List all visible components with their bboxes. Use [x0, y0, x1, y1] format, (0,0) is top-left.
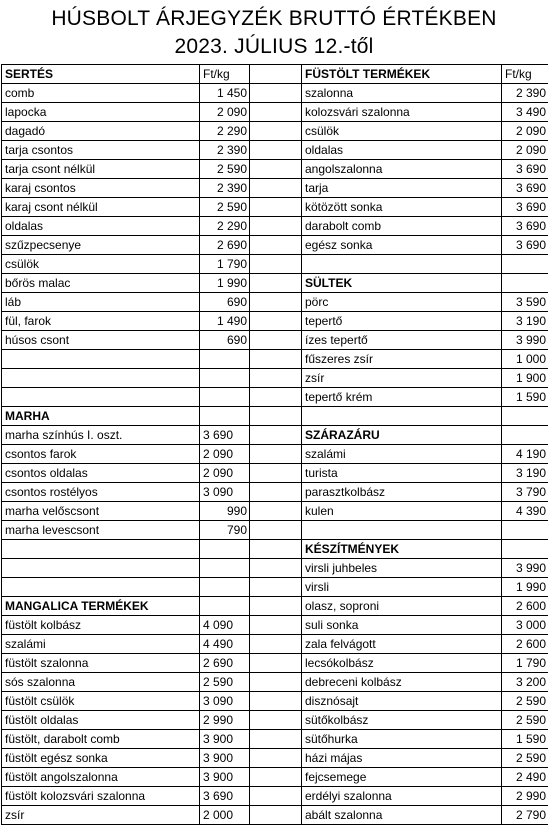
price-cell: 2 000: [200, 806, 250, 825]
spacer-cell: [250, 407, 302, 426]
table-row: [2, 445, 548, 464]
table-row: [2, 464, 548, 483]
spacer-cell: [250, 711, 302, 730]
price-table-body: [2, 65, 548, 825]
table-row: [2, 179, 548, 198]
item-name-cell: zsír: [2, 806, 200, 825]
price-cell: 2 590: [200, 673, 250, 692]
item-name-cell: virsli juhbeles: [302, 559, 502, 578]
item-name-cell: füstölt csülök: [2, 692, 200, 711]
table-row: [2, 597, 548, 616]
price-cell: 3 790: [502, 483, 548, 502]
price-cell: 1 790: [200, 255, 250, 274]
price-cell: [200, 350, 250, 369]
item-name-cell: egész sonka: [302, 236, 502, 255]
item-name-cell: erdélyi szalonna: [302, 787, 502, 806]
price-cell: 1 490: [200, 312, 250, 331]
spacer-cell: [250, 768, 302, 787]
item-name-cell: comb: [2, 84, 200, 103]
spacer-cell: [250, 502, 302, 521]
item-name-cell: olasz, soproni: [302, 597, 502, 616]
table-row: [2, 768, 548, 787]
item-name-cell: angolszalonna: [302, 160, 502, 179]
price-cell: [502, 255, 548, 274]
item-name-cell: [2, 578, 200, 597]
price-cell: 2 990: [502, 787, 548, 806]
item-name-cell: tarja csont nélkül: [2, 160, 200, 179]
item-name-cell: füstölt kolbász: [2, 616, 200, 635]
price-cell: 2 290: [200, 122, 250, 141]
price-cell: 3 690: [200, 426, 250, 445]
price-cell: 3 690: [200, 787, 250, 806]
item-name-cell: tarja: [302, 179, 502, 198]
item-name-cell: [2, 559, 200, 578]
item-name-cell: füstölt kolozsvári szalonna: [2, 787, 200, 806]
price-table: [1, 64, 548, 825]
table-row: [2, 312, 548, 331]
section-header-cell: MANGALICA TERMÉKEK: [2, 597, 200, 616]
item-name-cell: karaj csontos: [2, 179, 200, 198]
item-name-cell: marha levescsont: [2, 521, 200, 540]
table-row: [2, 521, 548, 540]
spacer-cell: [250, 749, 302, 768]
price-cell: 3 690: [502, 179, 548, 198]
price-cell: 4 090: [200, 616, 250, 635]
spacer-cell: [250, 540, 302, 559]
price-cell: [502, 274, 548, 293]
section-header-cell: KÉSZÍTMÉNYEK: [302, 540, 502, 559]
spacer-cell: [250, 122, 302, 141]
item-name-cell: parasztkolbász: [302, 483, 502, 502]
item-name-cell: sütőkolbász: [302, 711, 502, 730]
price-cell: 1 590: [502, 730, 548, 749]
price-cell: 2 390: [200, 179, 250, 198]
spacer-cell: [250, 559, 302, 578]
price-cell: 1 450: [200, 84, 250, 103]
section-header-cell: SERTÉS: [2, 65, 200, 84]
price-cell: 2 390: [502, 84, 548, 103]
price-cell: 2 600: [502, 635, 548, 654]
table-row: [2, 673, 548, 692]
item-name-cell: füstölt szalonna: [2, 654, 200, 673]
price-cell: [502, 426, 548, 445]
table-row: [2, 654, 548, 673]
price-cell: 3 690: [502, 236, 548, 255]
price-cell: 2 590: [502, 749, 548, 768]
item-name-cell: [302, 255, 502, 274]
spacer-cell: [250, 369, 302, 388]
item-name-cell: disznósajt: [302, 692, 502, 711]
item-name-cell: szalámi: [302, 445, 502, 464]
table-row: [2, 369, 548, 388]
item-name-cell: kötözött sonka: [302, 198, 502, 217]
spacer-cell: [250, 654, 302, 673]
spacer-cell: [250, 388, 302, 407]
spacer-cell: [250, 331, 302, 350]
spacer-cell: [250, 806, 302, 825]
table-row: [2, 217, 548, 236]
item-name-cell: bőrös malac: [2, 274, 200, 293]
table-row: [2, 65, 548, 84]
table-row: [2, 559, 548, 578]
item-name-cell: marha velőscsont: [2, 502, 200, 521]
item-name-cell: kulen: [302, 502, 502, 521]
table-row: [2, 84, 548, 103]
item-name-cell: füstölt angolszalonna: [2, 768, 200, 787]
spacer-cell: [250, 787, 302, 806]
table-row: [2, 730, 548, 749]
price-cell: [502, 540, 548, 559]
spacer-cell: [250, 179, 302, 198]
item-name-cell: csontos oldalas: [2, 464, 200, 483]
price-cell: 3 190: [502, 312, 548, 331]
price-cell: 2 690: [200, 654, 250, 673]
item-name-cell: csülök: [302, 122, 502, 141]
table-row: [2, 540, 548, 559]
spacer-cell: [250, 217, 302, 236]
item-name-cell: marha színhús I. oszt.: [2, 426, 200, 445]
price-cell: 3 090: [200, 483, 250, 502]
price-cell: 3 090: [200, 692, 250, 711]
item-name-cell: sütőhurka: [302, 730, 502, 749]
price-cell: 3 190: [502, 464, 548, 483]
item-name-cell: [302, 521, 502, 540]
table-row: [2, 711, 548, 730]
item-name-cell: oldalas: [302, 141, 502, 160]
price-cell: 2 090: [200, 103, 250, 122]
price-cell: 790: [200, 521, 250, 540]
spacer-cell: [250, 426, 302, 445]
table-row: [2, 331, 548, 350]
table-row: [2, 616, 548, 635]
price-cell: [200, 540, 250, 559]
item-name-cell: csontos rostélyos: [2, 483, 200, 502]
spacer-cell: [250, 103, 302, 122]
price-cell: 2 590: [200, 160, 250, 179]
price-list-title: HÚSBOLT ÁRJEGYZÉK BRUTTÓ ÉRTÉKBEN: [0, 5, 548, 33]
price-cell: 4 490: [200, 635, 250, 654]
price-cell: 2 590: [502, 692, 548, 711]
item-name-cell: ízes tepertő: [302, 331, 502, 350]
price-cell: 1 790: [502, 654, 548, 673]
price-cell: 2 600: [502, 597, 548, 616]
price-cell: 4 190: [502, 445, 548, 464]
item-name-cell: [2, 540, 200, 559]
price-cell: Ft/kg: [200, 65, 250, 84]
spacer-cell: [250, 692, 302, 711]
spacer-cell: [250, 521, 302, 540]
table-row: [2, 426, 548, 445]
price-cell: 1 990: [502, 578, 548, 597]
price-list-date: 2023. JÚLIUS 12.-től: [0, 33, 548, 61]
spacer-cell: [250, 616, 302, 635]
price-cell: 1 990: [200, 274, 250, 293]
price-cell: 2 090: [200, 445, 250, 464]
price-cell: 1 000: [502, 350, 548, 369]
spacer-cell: [250, 65, 302, 84]
price-cell: 3 990: [502, 331, 548, 350]
spacer-cell: [250, 312, 302, 331]
price-cell: 2 690: [200, 236, 250, 255]
table-row: [2, 141, 548, 160]
spacer-cell: [250, 236, 302, 255]
item-name-cell: [302, 407, 502, 426]
spacer-cell: [250, 141, 302, 160]
price-cell: 990: [200, 502, 250, 521]
table-row: [2, 635, 548, 654]
table-row: [2, 578, 548, 597]
item-name-cell: csülök: [2, 255, 200, 274]
price-cell: 2 590: [502, 711, 548, 730]
price-cell: 690: [200, 293, 250, 312]
table-row: [2, 255, 548, 274]
item-name-cell: házi májas: [302, 749, 502, 768]
price-cell: 2 490: [502, 768, 548, 787]
item-name-cell: tepertő krém: [302, 388, 502, 407]
table-row: [2, 160, 548, 179]
item-name-cell: suli sonka: [302, 616, 502, 635]
spacer-cell: [250, 730, 302, 749]
item-name-cell: fűszeres zsír: [302, 350, 502, 369]
price-cell: 3 900: [200, 768, 250, 787]
spacer-cell: [250, 597, 302, 616]
table-row: [2, 122, 548, 141]
price-cell: 2 090: [502, 141, 548, 160]
item-name-cell: csontos farok: [2, 445, 200, 464]
table-row: [2, 198, 548, 217]
spacer-cell: [250, 673, 302, 692]
price-cell: 2 790: [502, 806, 548, 825]
price-cell: 2 090: [200, 464, 250, 483]
spacer-cell: [250, 293, 302, 312]
price-cell: [200, 578, 250, 597]
item-name-cell: abált szalonna: [302, 806, 502, 825]
item-name-cell: oldalas: [2, 217, 200, 236]
price-cell: 3 000: [502, 616, 548, 635]
price-cell: [502, 407, 548, 426]
item-name-cell: szűzpecsenye: [2, 236, 200, 255]
item-name-cell: lecsókolbász: [302, 654, 502, 673]
section-header-cell: FÜSTÖLT TERMÉKEK: [302, 65, 502, 84]
spacer-cell: [250, 445, 302, 464]
spacer-cell: [250, 274, 302, 293]
price-cell: 2 290: [200, 217, 250, 236]
section-header-cell: SZÁRAZÁRU: [302, 426, 502, 445]
item-name-cell: tepertő: [302, 312, 502, 331]
item-name-cell: virsli: [302, 578, 502, 597]
price-cell: 3 690: [502, 217, 548, 236]
table-row: [2, 350, 548, 369]
table-row: [2, 103, 548, 122]
table-row: [2, 749, 548, 768]
price-cell: 3 490: [502, 103, 548, 122]
item-name-cell: füstölt oldalas: [2, 711, 200, 730]
item-name-cell: szalonna: [302, 84, 502, 103]
section-header-cell: MARHA: [2, 407, 200, 426]
price-cell: [200, 559, 250, 578]
item-name-cell: debreceni kolbász: [302, 673, 502, 692]
item-name-cell: láb: [2, 293, 200, 312]
table-row: [2, 407, 548, 426]
price-cell: 3 990: [502, 559, 548, 578]
spacer-cell: [250, 160, 302, 179]
spacer-cell: [250, 635, 302, 654]
price-cell: 3 900: [200, 730, 250, 749]
price-cell: 1 590: [502, 388, 548, 407]
item-name-cell: füstölt, darabolt comb: [2, 730, 200, 749]
price-cell: [200, 597, 250, 616]
spacer-cell: [250, 198, 302, 217]
price-cell: 3 200: [502, 673, 548, 692]
section-header-cell: SÜLTEK: [302, 274, 502, 293]
table-row: [2, 806, 548, 825]
spacer-cell: [250, 483, 302, 502]
spacer-cell: [250, 578, 302, 597]
price-cell: 2 990: [200, 711, 250, 730]
price-cell: 3 590: [502, 293, 548, 312]
item-name-cell: turista: [302, 464, 502, 483]
table-row: [2, 692, 548, 711]
price-cell: 3 900: [200, 749, 250, 768]
spacer-cell: [250, 350, 302, 369]
price-cell: 4 390: [502, 502, 548, 521]
item-name-cell: [2, 369, 200, 388]
item-name-cell: lapocka: [2, 103, 200, 122]
price-cell: [200, 369, 250, 388]
price-cell: 2 590: [200, 198, 250, 217]
item-name-cell: darabolt comb: [302, 217, 502, 236]
price-cell: [502, 521, 548, 540]
item-name-cell: dagadó: [2, 122, 200, 141]
table-row: [2, 274, 548, 293]
item-name-cell: karaj csont nélkül: [2, 198, 200, 217]
table-row: [2, 388, 548, 407]
item-name-cell: [2, 388, 200, 407]
spacer-cell: [250, 84, 302, 103]
item-name-cell: pörc: [302, 293, 502, 312]
item-name-cell: zsír: [302, 369, 502, 388]
price-cell: [200, 407, 250, 426]
item-name-cell: fül, farok: [2, 312, 200, 331]
item-name-cell: szalámi: [2, 635, 200, 654]
item-name-cell: húsos csont: [2, 331, 200, 350]
price-cell: 2 090: [502, 122, 548, 141]
price-cell: Ft/kg: [502, 65, 548, 84]
spacer-cell: [250, 464, 302, 483]
item-name-cell: kolozsvári szalonna: [302, 103, 502, 122]
price-cell: 1 900: [502, 369, 548, 388]
price-cell: 2 390: [200, 141, 250, 160]
price-cell: 690: [200, 331, 250, 350]
table-row: [2, 236, 548, 255]
table-row: [2, 293, 548, 312]
table-row: [2, 483, 548, 502]
price-cell: 3 690: [502, 160, 548, 179]
item-name-cell: sós szalonna: [2, 673, 200, 692]
price-cell: 3 690: [502, 198, 548, 217]
item-name-cell: fejcsemege: [302, 768, 502, 787]
table-row: [2, 787, 548, 806]
item-name-cell: [2, 350, 200, 369]
spacer-cell: [250, 255, 302, 274]
item-name-cell: tarja csontos: [2, 141, 200, 160]
item-name-cell: zala felvágott: [302, 635, 502, 654]
table-row: [2, 502, 548, 521]
item-name-cell: füstölt egész sonka: [2, 749, 200, 768]
price-cell: [200, 388, 250, 407]
